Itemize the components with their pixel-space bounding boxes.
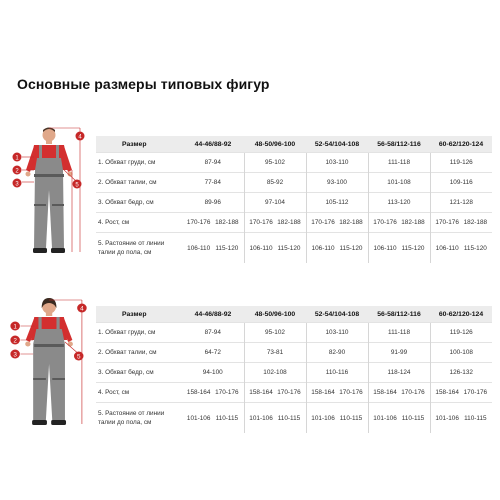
marker-1 [10, 322, 20, 331]
table-cell: 109-116 [430, 173, 492, 193]
table-cell [430, 233, 492, 264]
cell-value: 170-176 [215, 389, 239, 396]
table-cell: 121-128 [430, 193, 492, 213]
table-cell: 118-124 [368, 363, 430, 383]
cell-value: 158-164 [186, 389, 211, 396]
size-table-female [96, 306, 492, 433]
size-column-header: 56-58/112-116 [377, 140, 421, 148]
cell-value: 115-120 [339, 244, 363, 252]
cell-value: 101-106 [373, 414, 397, 422]
table-cell: 73-81 [244, 343, 306, 363]
marker-4 [76, 132, 85, 141]
table-cell [182, 383, 244, 403]
table-cell [368, 383, 430, 403]
table-cell: 126-132 [430, 363, 492, 383]
male-figure-illustration [2, 126, 94, 266]
table-row [96, 153, 492, 173]
table-cell: 87-94 [182, 323, 244, 343]
table-cell [182, 213, 244, 233]
table-cell [182, 233, 244, 264]
cell-value: 115-120 [401, 244, 425, 252]
size-column-header: 48-50/96-100 [254, 310, 296, 318]
table-cell [306, 403, 368, 434]
table-cell: 102-108 [244, 363, 306, 383]
table-row [96, 233, 492, 264]
table-cell [244, 213, 306, 233]
cell-value: 115-120 [215, 244, 239, 252]
table-cell: 111-118 [368, 153, 430, 173]
cell-value: 182-188 [339, 219, 363, 226]
table-cell: 93-100 [306, 173, 368, 193]
table-cell: 100-108 [430, 343, 492, 363]
row-label: 5. Растояние от линии талии до пола, см [96, 403, 182, 434]
marker-2 [13, 166, 22, 175]
cell-value: 170-176 [401, 389, 425, 396]
table-cell: 97-104 [244, 193, 306, 213]
table-row [96, 343, 492, 363]
person-figure [26, 128, 73, 254]
person-figure [25, 298, 73, 425]
table-cell [244, 233, 306, 264]
table-cell [244, 403, 306, 434]
svg-text:3: 3 [13, 351, 17, 359]
table-cell: 113-120 [368, 193, 430, 213]
table-cell [306, 383, 368, 403]
table-row [96, 213, 492, 233]
cell-value: 158-164 [435, 389, 459, 396]
table-cell [368, 213, 430, 233]
marker-1 [13, 153, 22, 162]
size-column-header: 44-46/88-92 [194, 140, 232, 148]
row-label: 3. Обхват бедр, см [96, 193, 182, 213]
table-cell: 94-100 [182, 363, 244, 383]
svg-text:1: 1 [13, 323, 17, 331]
table-cell: 103-110 [306, 153, 368, 173]
size-column-header: 48-50/96-100 [254, 140, 296, 148]
female-figure-illustration [2, 298, 94, 438]
table-cell [430, 383, 492, 403]
cell-value: 101-106 [186, 414, 211, 422]
cell-value: 158-164 [311, 389, 335, 396]
marker-5 [73, 180, 82, 189]
size-column-header: 52-54/104-108 [314, 310, 360, 318]
cell-value: 101-106 [249, 414, 273, 422]
cell-value: 182-188 [401, 219, 425, 226]
svg-text:3: 3 [15, 181, 19, 188]
svg-text:1: 1 [15, 155, 19, 162]
table-cell: 101-108 [368, 173, 430, 193]
size-column-header: 44-46/88-92 [194, 310, 232, 318]
cell-value: 110-115 [339, 414, 363, 422]
size-table-male [96, 136, 492, 263]
table-cell [244, 383, 306, 403]
row-label: 4. Рост, см [96, 213, 182, 233]
cell-value: 170-176 [373, 219, 397, 226]
cell-value: 170-176 [463, 389, 488, 396]
cell-value: 110-115 [277, 414, 301, 422]
cell-value: 110-115 [464, 414, 487, 422]
table-row [96, 323, 492, 343]
cell-value: 101-106 [311, 414, 335, 422]
table-cell: 105-112 [306, 193, 368, 213]
cell-value: 170-176 [339, 389, 363, 396]
table-cell: 77-84 [182, 173, 244, 193]
table-cell: 119-126 [430, 153, 492, 173]
table-cell [306, 213, 368, 233]
marker-3 [10, 350, 20, 359]
table-cell: 89-96 [182, 193, 244, 213]
svg-text:2: 2 [15, 168, 19, 175]
cell-value: 182-188 [463, 219, 488, 226]
table-cell: 110-116 [306, 363, 368, 383]
size-column-header: 60-62/120-124 [438, 310, 484, 318]
svg-text:5: 5 [75, 182, 79, 189]
cell-value: 170-176 [277, 389, 301, 396]
table-cell [368, 403, 430, 434]
table-cell: 95-102 [244, 323, 306, 343]
row-label: 1. Обхват груди, см [96, 153, 182, 173]
table-row [96, 383, 492, 403]
size-column-header: 60-62/120-124 [438, 140, 484, 148]
table-row [96, 363, 492, 383]
marker-4 [77, 304, 87, 313]
table-cell: 87-94 [182, 153, 244, 173]
cell-value: 106-110 [187, 244, 211, 252]
cell-value: 158-164 [373, 389, 397, 396]
cell-value: 115-120 [277, 244, 301, 252]
size-column-header: 56-58/112-116 [377, 310, 421, 318]
table-cell: 119-126 [430, 323, 492, 343]
size-header: Размер [122, 140, 147, 148]
cell-value: 106-110 [249, 244, 273, 252]
cell-value: 106-110 [435, 244, 459, 252]
cell-value: 106-110 [311, 244, 335, 252]
table-cell [430, 403, 492, 434]
cell-value: 182-188 [215, 219, 239, 226]
table-cell: 64-72 [182, 343, 244, 363]
size-column-header: 52-54/104-108 [314, 140, 360, 148]
table-cell: 91-99 [368, 343, 430, 363]
cell-value: 182-188 [277, 219, 301, 226]
svg-text:4: 4 [78, 134, 82, 141]
cell-value: 101-106 [435, 414, 459, 422]
table-cell [368, 233, 430, 264]
table-row [96, 173, 492, 193]
cell-value: 110-115 [215, 414, 239, 422]
table-header-row [96, 136, 492, 153]
table-cell [182, 403, 244, 434]
row-label: 2. Обхват талии, см [96, 173, 182, 193]
svg-text:2: 2 [13, 337, 17, 345]
cell-value: 158-164 [249, 389, 273, 396]
table-header-row [96, 306, 492, 323]
cell-value: 110-115 [401, 414, 425, 422]
cell-value: 170-176 [186, 219, 211, 226]
svg-text:4: 4 [80, 305, 84, 313]
page-title: Основные размеры типовых фигур [17, 76, 270, 92]
row-label: 1. Обхват груди, см [96, 323, 182, 343]
table-row [96, 403, 492, 434]
cell-value: 170-176 [249, 219, 273, 226]
table-cell: 85-92 [244, 173, 306, 193]
cell-value: 170-176 [435, 219, 459, 226]
row-label: 5. Растояние от линии талии до пола, см [96, 233, 182, 264]
cell-value: 170-176 [311, 219, 335, 226]
table-row [96, 193, 492, 213]
row-label: 2. Обхват талии, см [96, 343, 182, 363]
marker-3 [13, 179, 22, 188]
marker-2 [10, 336, 20, 345]
table-cell: 111-118 [368, 323, 430, 343]
table-cell: 95-102 [244, 153, 306, 173]
table-cell: 82-90 [306, 343, 368, 363]
svg-text:5: 5 [76, 353, 81, 361]
table-cell: 103-110 [306, 323, 368, 343]
row-label: 4. Рост, см [96, 383, 182, 403]
cell-value: 106-110 [373, 244, 397, 252]
size-header: Размер [122, 310, 147, 318]
marker-5 [74, 352, 84, 361]
table-cell [306, 233, 368, 264]
table-cell [430, 213, 492, 233]
row-label: 3. Обхват бедр, см [96, 363, 182, 383]
cell-value: 115-120 [463, 244, 487, 252]
